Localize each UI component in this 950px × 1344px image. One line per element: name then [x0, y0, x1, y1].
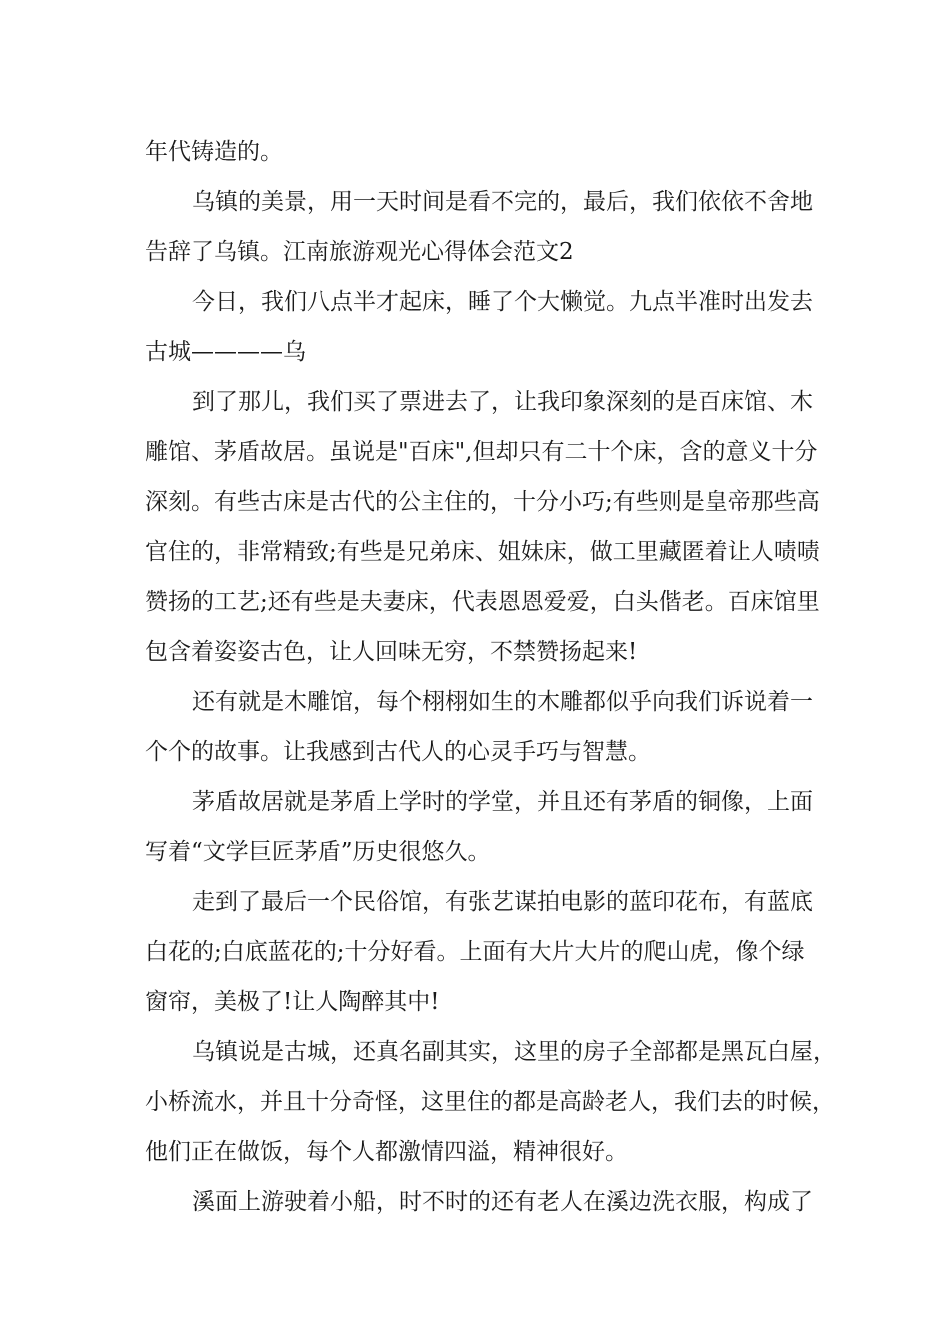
paragraph-first-line: 今日，我们八点半才起床，睡了个大懒觉。九点半准时出发去: [192, 289, 813, 315]
paragraph-first-line: 到了那儿，我们买了票进去了，让我印象深刻的是百床馆、木: [192, 389, 813, 415]
text-line: 小桥流水，并且十分奇怪，这里住的都是高龄老人，我们去的时候，: [145, 1089, 835, 1115]
paragraph-first-line: 还有就是木雕馆，每个栩栩如生的木雕都似乎向我们诉说着一: [192, 689, 813, 715]
paragraph-first-line: 乌镇说是古城，还真名副其实，这里的房子全部都是黑瓦白屋，: [192, 1039, 836, 1065]
text-line: 深刻。有些古床是古代的公主住的，十分小巧;有些则是皇帝那些高: [145, 489, 820, 515]
paragraph-first-line: 茅盾故居就是茅盾上学时的学堂，并且还有茅盾的铜像，上面: [192, 789, 813, 815]
paragraph-first-line: 溪面上游驶着小船，时不时的还有老人在溪边洗衣服，构成了: [192, 1189, 813, 1215]
text-line: 古城————乌: [145, 339, 306, 365]
text-line: 个个的故事。让我感到古代人的心灵手巧与智慧。: [145, 739, 651, 765]
text-line: 赞扬的工艺;还有些是夫妻床，代表恩恩爱爱，白头偕老。百床馆里: [145, 589, 820, 615]
text-line: 告辞了乌镇。江南旅游观光心得体会范文2: [145, 239, 574, 265]
text-line: 他们正在做饭，每个人都激情四溢，精神很好。: [145, 1139, 628, 1165]
text-line: 雕馆、茅盾故居。虽说是"百床",但却只有二十个床，含的意义十分: [145, 439, 818, 465]
text-line: 年代铸造的。: [145, 139, 283, 165]
text-line: 白花的;白底蓝花的;十分好看。上面有大片大片的爬山虎，像个绿: [145, 939, 805, 965]
text-line: 写着“文学巨匠茅盾”历史很悠久。: [145, 839, 491, 865]
paragraph-first-line: 乌镇的美景，用一天时间是看不完的，最后，我们依依不舍地: [192, 189, 813, 215]
paragraph-first-line: 走到了最后一个民俗馆，有张艺谋拍电影的蓝印花布，有蓝底: [192, 889, 813, 915]
text-line: 包含着姿姿古色，让人回味无穷，不禁赞扬起来!: [145, 639, 638, 665]
text-line: 窗帘，美极了!让人陶醉其中!: [145, 989, 440, 1015]
text-line: 官住的，非常精致;有些是兄弟床、姐妹床，做工里藏匿着让人啧啧: [145, 539, 820, 565]
